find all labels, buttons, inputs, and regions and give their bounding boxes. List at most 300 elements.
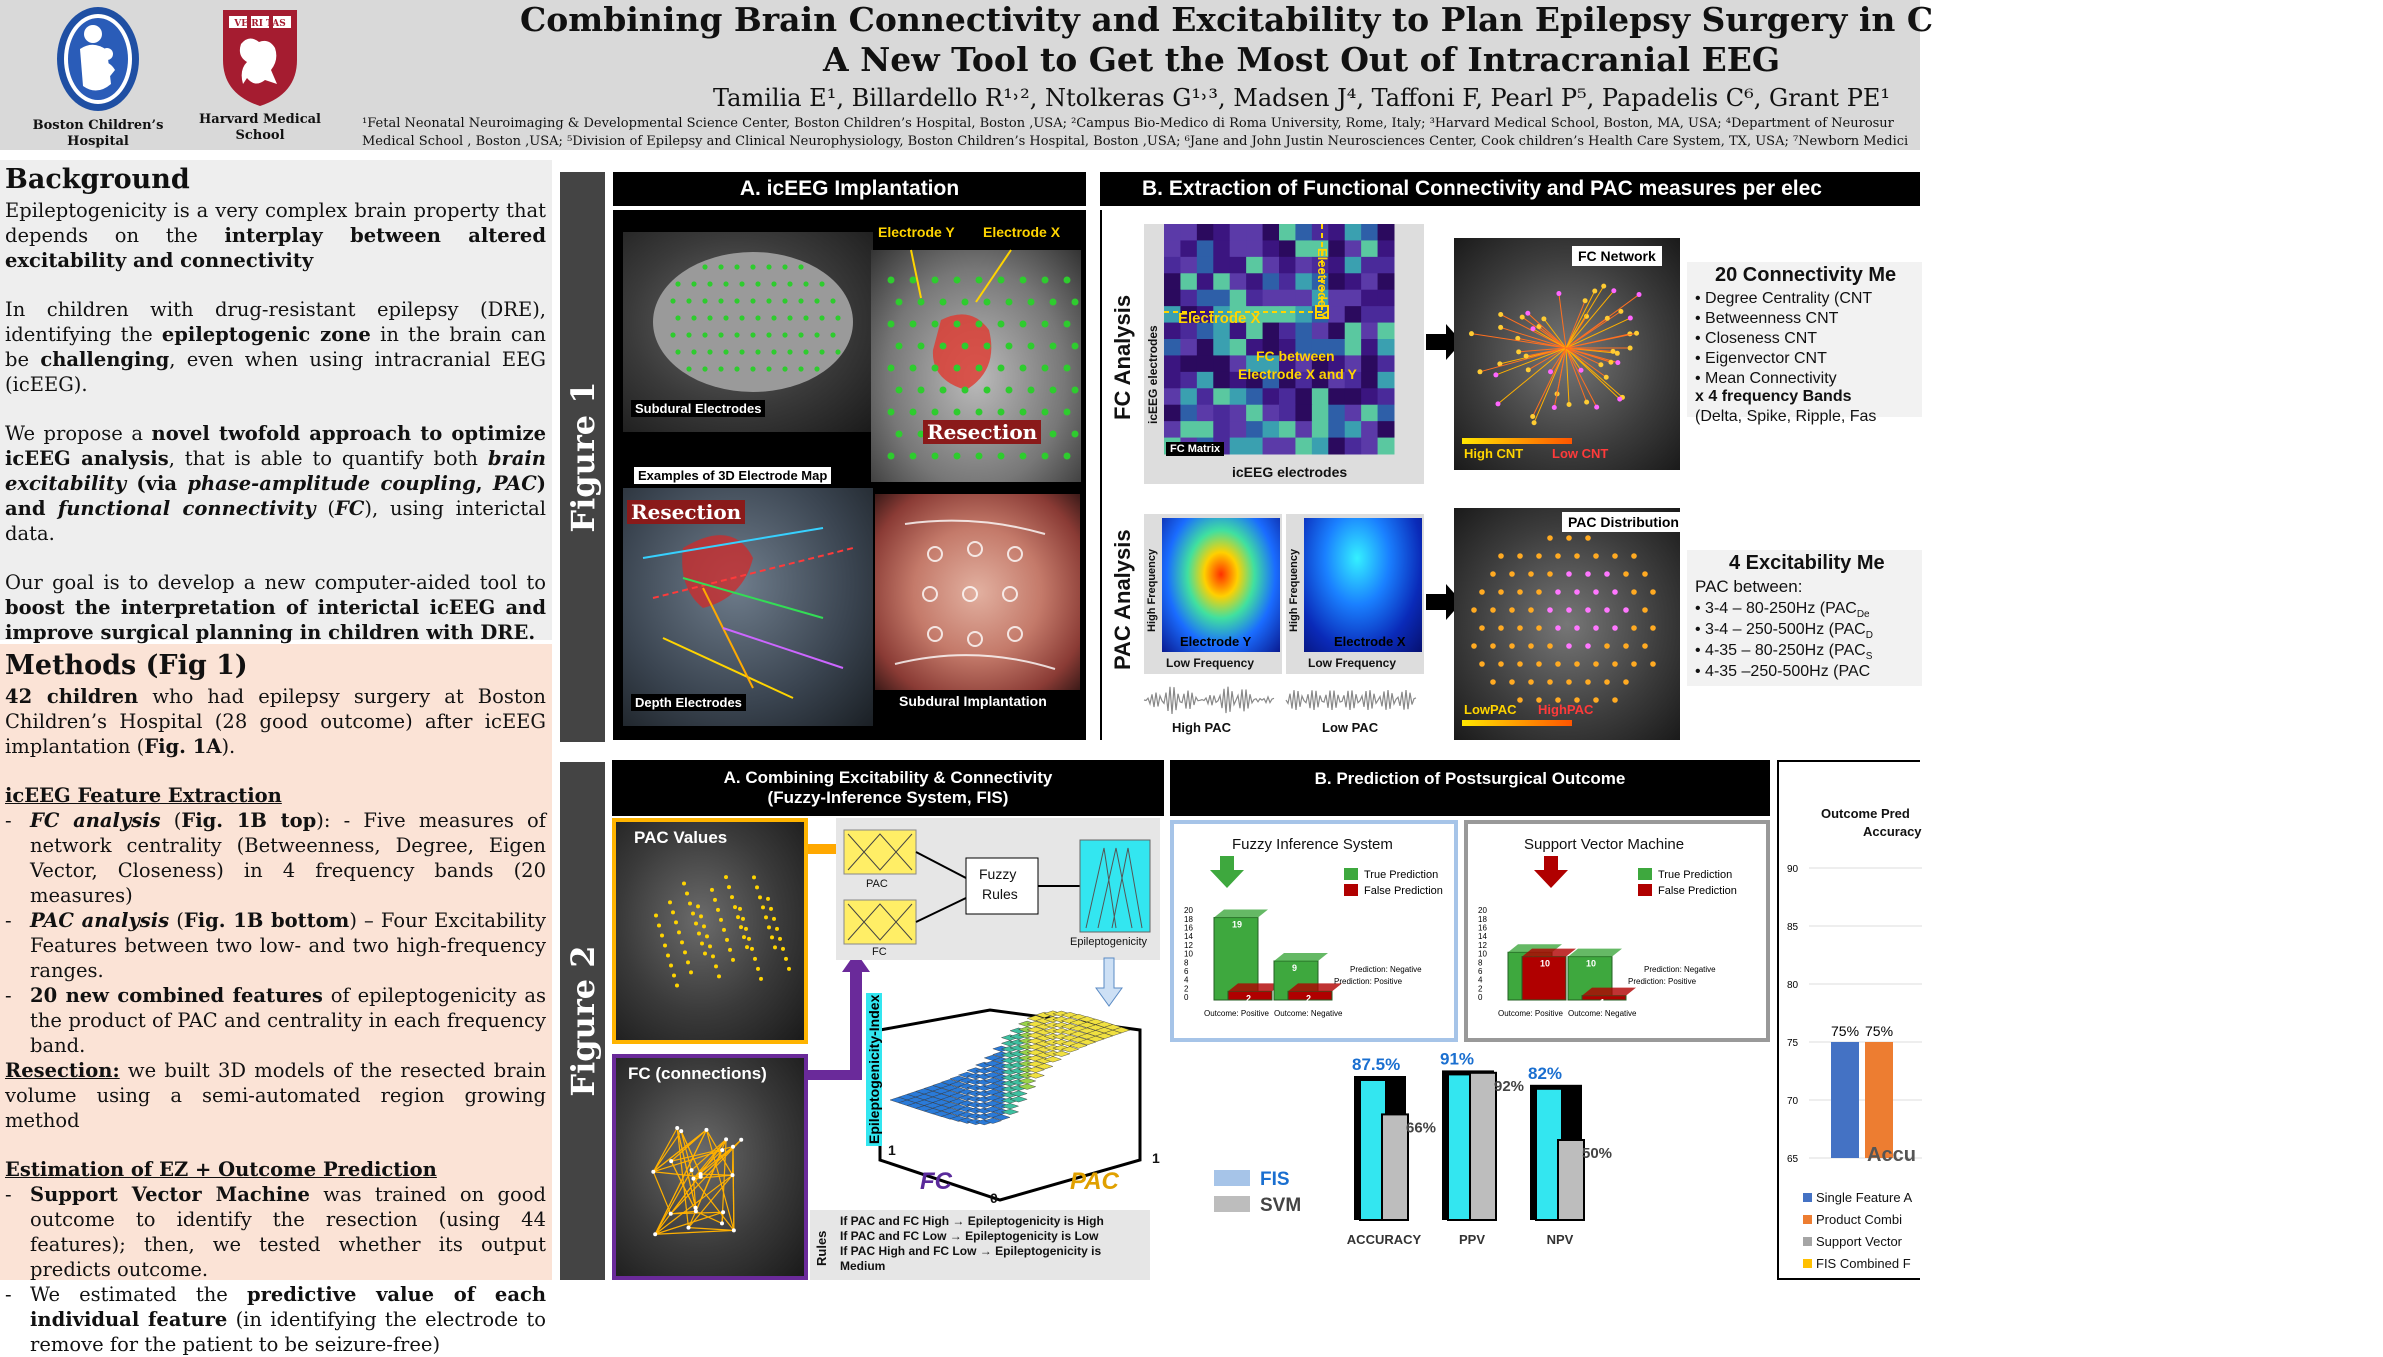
fc-matrix-cell	[1295, 224, 1312, 241]
accu-label: Accu	[1867, 1144, 1916, 1167]
icEEG-electrodes-vertical: icEEG electrodes	[1146, 325, 1160, 424]
fc-matrix-cell	[1246, 257, 1263, 274]
pac-values-image	[612, 818, 808, 1044]
electrode-dot	[782, 264, 787, 269]
pac-dot	[1536, 589, 1542, 595]
pac-value-dot	[680, 940, 684, 944]
electrode-dot	[1064, 409, 1071, 416]
electrode-y-label: Electrode Y	[878, 224, 955, 240]
fig2-panel-a-title	[612, 760, 1164, 816]
fc-network-node	[1605, 316, 1610, 321]
rule-item: Medium	[840, 1259, 885, 1273]
high-frequency-label-x: High Frequency	[1288, 549, 1300, 632]
pac-value-dot	[753, 957, 757, 961]
acc-bar-product	[1865, 1042, 1893, 1158]
electrode-dot	[670, 298, 675, 303]
y-tick: 20	[1478, 906, 1487, 915]
acc-legend-item: Single Feature A	[1803, 1190, 1912, 1205]
fc-matrix-cell	[1213, 405, 1230, 422]
electrode-dot	[976, 365, 983, 372]
excitability-measures-box	[1687, 550, 1922, 686]
bar-fis-label: 91%	[1440, 1049, 1474, 1068]
pac-dot	[1509, 571, 1515, 577]
fc-matrix-cell	[1197, 273, 1214, 290]
fc-connection-node	[720, 1221, 724, 1225]
pac-dot	[1566, 535, 1572, 541]
fc-network-node	[1567, 402, 1572, 407]
fc-connection-node	[730, 1173, 734, 1177]
acc-legend-item: Support Vector	[1803, 1234, 1902, 1249]
fc-network-node	[1634, 331, 1639, 336]
y-tick: 16	[1184, 924, 1193, 933]
rules-label: Rules	[814, 1231, 829, 1266]
pac-heatmap-y	[1162, 518, 1280, 652]
fc-matrix-cell	[1295, 240, 1312, 257]
y-tick: 4	[1478, 976, 1483, 985]
electrode-dot	[723, 315, 728, 320]
fc-network-node	[1628, 316, 1633, 321]
rules-box	[810, 1210, 1150, 1280]
electrode-dot	[888, 321, 895, 328]
fc-between: FC between	[1256, 348, 1335, 364]
fc-matrix-cell	[1328, 306, 1345, 323]
legend-svm-text: SVM	[1260, 1195, 1301, 1216]
pac-dot	[1604, 679, 1610, 685]
electrode-dot	[1020, 409, 1027, 416]
pac-values-label: PAC Values	[634, 828, 727, 848]
pac-value-dot	[675, 983, 679, 987]
electrode-dot	[932, 453, 939, 460]
pac-dot	[1566, 607, 1572, 613]
fc-matrix-cell	[1328, 273, 1345, 290]
bar-true-negative-top	[1274, 953, 1328, 961]
y-tick: 0	[1184, 993, 1189, 1002]
background-title: Background	[5, 164, 546, 196]
fc-matrix-cell	[1295, 438, 1312, 455]
electrode-dot	[1042, 409, 1049, 416]
pac-dot	[1528, 571, 1534, 577]
pac-dot	[1509, 643, 1515, 649]
fc-matrix-cell	[1164, 388, 1181, 405]
pac-value-dot	[728, 948, 732, 952]
y-tick: 10	[1184, 950, 1193, 959]
poster-header	[0, 0, 1920, 150]
legend-false-text: False Prediction	[1658, 885, 1737, 897]
pac-dot	[1574, 553, 1580, 559]
legend-fis-text: FIS	[1260, 1169, 1290, 1190]
electrode-dot	[766, 332, 771, 337]
electrode-dot	[1050, 343, 1057, 350]
pac-dot	[1517, 661, 1523, 667]
pac-dot	[1490, 643, 1496, 649]
fc-network-node	[1516, 349, 1521, 354]
pac-value-dot	[686, 960, 690, 964]
subdural-implantation-label: Subdural Implantation	[899, 693, 1047, 709]
pac-value-dot	[764, 915, 768, 919]
fc-matrix-cell	[1197, 224, 1214, 241]
electrode-dot	[803, 315, 808, 320]
category-label: NPV	[1547, 1232, 1574, 1247]
electrode-dot	[739, 281, 744, 286]
fc-connection-node	[651, 1170, 655, 1174]
fc-connections-label: FC (connections)	[628, 1064, 767, 1084]
electrode-dot	[771, 281, 776, 286]
zoomed-grid-render	[871, 250, 1081, 482]
bar-svm-label: 66%	[1406, 1119, 1436, 1136]
legend-false-swatch	[1638, 884, 1652, 896]
fc-network-node	[1617, 397, 1622, 402]
electrode-dot	[888, 365, 895, 372]
electrode-dot	[707, 281, 712, 286]
fc-matrix-cell	[1279, 240, 1296, 257]
electrode-dot	[739, 315, 744, 320]
fc-matrix-cell	[1230, 273, 1247, 290]
fc-matrix-cell	[1263, 257, 1280, 274]
high-cnt-label: High CNT	[1464, 446, 1523, 461]
electrode-dot	[984, 299, 991, 306]
high-pac-bar-label: HighPAC	[1538, 702, 1593, 717]
pac-dot	[1574, 661, 1580, 667]
fc-connection-node	[699, 1175, 703, 1179]
y-tick: 8	[1184, 958, 1189, 967]
fc-matrix-cell	[1378, 339, 1395, 356]
electrode-dot	[702, 298, 707, 303]
fig2-panel-a-title-line1: A. Combining Excitability & Connectivity	[612, 768, 1164, 788]
pac-electrode-x: Electrode X	[1334, 634, 1406, 649]
electrode-dot	[675, 349, 680, 354]
electrode-dot	[835, 349, 840, 354]
fc-connection-node	[653, 1232, 657, 1236]
electrode-dot	[918, 387, 925, 394]
pac-dot	[1631, 589, 1637, 595]
fc-matrix-cell	[1246, 421, 1263, 438]
pac-value-dot	[752, 875, 756, 879]
pac-dot	[1612, 553, 1618, 559]
rule-item: If PAC High and FC Low → Epileptogenicity is	[840, 1244, 1101, 1258]
fc-matrix-cell	[1180, 339, 1197, 356]
electrode-dot	[1064, 321, 1071, 328]
electrode-dot	[734, 264, 739, 269]
acc-y-tick: 75	[1787, 1038, 1799, 1049]
pac-distribution-label: PAC Distribution	[1562, 512, 1685, 532]
fc-matrix-cell	[1197, 372, 1214, 389]
low-pac-wave	[1286, 690, 1416, 710]
electrode-dot	[686, 298, 691, 303]
fc-matrix-cell	[1295, 405, 1312, 422]
figure1-label: Figure 1	[564, 381, 602, 532]
poster-title-line1: Combining Brain Connectivity and Excitability to Plan Epilepsy Surgery in C	[520, 0, 2080, 39]
y-tick: 4	[1184, 976, 1189, 985]
bch-logo-text: Boston Children’s Hospital	[18, 118, 178, 150]
outcome-negative-text: Outcome: Negative	[1274, 1009, 1343, 1018]
pac-dot	[1528, 643, 1534, 649]
subdural-electrodes-label: Subdural Electrodes	[631, 400, 765, 417]
fc-connection-node	[739, 1138, 743, 1142]
pac-dot	[1585, 607, 1591, 613]
left-column	[0, 160, 552, 1280]
electrode-dot	[1064, 365, 1071, 372]
pac-colorbar	[1462, 720, 1572, 726]
prediction-negative-text: Prediction: Negative	[1350, 965, 1422, 974]
pac-panel-x	[1286, 514, 1424, 674]
electrode-dot	[1050, 431, 1057, 438]
depth-electrodes-label: Depth Electrodes	[631, 694, 746, 711]
pac-dot	[1593, 553, 1599, 559]
fc-connection-node	[669, 1212, 673, 1216]
pac-dot	[1623, 607, 1629, 613]
pac-value-dot	[769, 907, 773, 911]
fc-matrix-cell	[1345, 405, 1362, 422]
pac-value-dot	[742, 935, 746, 939]
fc-matrix-cell	[1361, 339, 1378, 356]
fc-analysis-label: FC Analysis	[1110, 295, 1136, 420]
fc-matrix-cell	[1263, 273, 1280, 290]
pac-analysis-label: PAC Analysis	[1110, 529, 1136, 670]
fc-matrix-cell	[1246, 388, 1263, 405]
fc-matrix-cell	[1197, 257, 1214, 274]
methods-title: Methods (Fig 1)	[5, 650, 546, 682]
affiliations-line2: Medical School , Boston ,USA; ⁵Division of Epilepsy and Clinical Neurophysiology, Boston Children’s Hospital, Boston ,USA; ⁶Jane and John Justin Neurosciences Center, Cook children’s Health Care System, TX, USA; ⁷Newborn Medici	[362, 134, 1908, 149]
connectivity-item: • Betweenness CNT	[1695, 308, 1838, 330]
background-para-2: In children with drug-resistant epilepsy (DRE), identifying the epileptogenic zone in the brain can be challenging, even when using intracranial EEG (icEEG).	[5, 297, 546, 397]
pac-value-dot	[778, 937, 782, 941]
pac-value-dot	[702, 924, 706, 928]
fc-matrix-cell	[1263, 306, 1280, 323]
fc-network-node	[1611, 349, 1616, 354]
electrode-dot	[755, 349, 760, 354]
fc-matrix-cell	[1263, 388, 1280, 405]
acc-legend-item: Product Combi	[1803, 1212, 1902, 1227]
pac-value-dot	[724, 875, 728, 879]
pac-dot	[1631, 661, 1637, 667]
bar-fis-label: 82%	[1528, 1064, 1562, 1083]
low-pac-label: Low PAC	[1322, 720, 1378, 735]
fc-connection-node	[694, 1206, 698, 1210]
electrode-dot	[998, 409, 1005, 416]
electrode-dot	[830, 332, 835, 337]
fig1-panel-a	[613, 210, 1086, 740]
fc-matrix-cell	[1246, 224, 1263, 241]
electrode-dot	[1042, 453, 1049, 460]
electrode-x-label: Electrode X	[983, 224, 1060, 240]
surface-axis-one-right: 1	[1152, 1150, 1160, 1166]
legend-true-swatch	[1344, 868, 1358, 880]
electrode-dot	[734, 332, 739, 337]
fc-network-node	[1615, 360, 1620, 365]
fc-matrix-cell	[1279, 306, 1296, 323]
acc-legend-swatch	[1803, 1215, 1812, 1224]
pac-dot	[1566, 571, 1572, 577]
fc-network-node	[1493, 372, 1498, 377]
fc-connection-node	[669, 1159, 673, 1163]
pac-dot	[1547, 571, 1553, 577]
fc-matrix-cell	[1279, 438, 1296, 455]
electrode-dot	[910, 365, 917, 372]
y-tick: 6	[1478, 967, 1483, 976]
fc-matrix-cell	[1361, 224, 1378, 241]
pac-dot	[1555, 625, 1561, 631]
fc-matrix-frame	[1144, 224, 1424, 484]
pac-dot	[1471, 643, 1477, 649]
electrode-dot	[787, 281, 792, 286]
pac-value-dot	[730, 895, 734, 899]
electrode-dot	[750, 332, 755, 337]
low-frequency-label-y: Low Frequency	[1166, 656, 1254, 670]
surface-fc-axis: FC	[920, 1168, 952, 1196]
fc-network-node	[1524, 354, 1529, 359]
pac-value-dot	[682, 881, 686, 885]
excitability-title: 4 Excitability Me	[1729, 552, 1885, 575]
pac-value-dot	[767, 925, 771, 929]
fc-matrix-cell	[1197, 388, 1214, 405]
cnt-colorbar	[1462, 438, 1572, 444]
fc-matrix-cell	[1197, 240, 1214, 257]
electrode-dot	[976, 453, 983, 460]
accuracy-chart-svg	[1779, 862, 1922, 1242]
fc-network-node	[1611, 288, 1616, 293]
estimation-subtitle: Estimation of EZ + Outcome Prediction	[5, 1157, 546, 1182]
electrode-dot	[718, 332, 723, 337]
pac-dot	[1479, 589, 1485, 595]
pac-value-dot	[688, 901, 692, 905]
fc-matrix-cell	[1361, 257, 1378, 274]
fc-electrode-x-and-y: Electrode X and Y	[1238, 366, 1357, 382]
pac-dot	[1604, 571, 1610, 577]
pac-value-dot	[773, 945, 777, 949]
boston-childrens-logo	[18, 4, 178, 150]
fc-matrix-cell	[1345, 438, 1362, 455]
fc-network-image	[1454, 238, 1680, 470]
fuzzy-system-diagram	[836, 818, 1160, 960]
electrode-dot	[686, 332, 691, 337]
affiliations-line1: ¹Fetal Neonatal Neuroimaging & Developmental Science Center, Boston Children’s Hospital, Boston ,USA; ²Campus Bio-Medico di Roma University, Rome, Italy; ³Harvard Medical School, Boston, MA, USA; ⁴Department of Neurosur	[362, 116, 1894, 131]
pac-dot	[1566, 679, 1572, 685]
fc-network-edge	[1566, 348, 1569, 404]
electrode-dot	[940, 387, 947, 394]
pac-dot	[1623, 643, 1629, 649]
pac-dot	[1585, 535, 1591, 541]
fc-matrix-cell	[1213, 290, 1230, 307]
electrode-dot	[819, 349, 824, 354]
bullet-fc-analysis: - FC analysis (Fig. 1B top): - Five measures of network centrality (Betweenness, Degree, Eigen Vector, Closeness) in 4 frequency bands (20 measures)	[5, 808, 546, 908]
harvard-logo	[185, 4, 335, 144]
fc-matrix-cell	[1378, 405, 1395, 422]
pac-panel-y	[1144, 514, 1282, 674]
fc-matrix-cell	[1312, 224, 1329, 241]
fc-matrix-cell	[1213, 372, 1230, 389]
fc-matrix-cell	[1378, 355, 1395, 372]
pac-dot	[1547, 679, 1553, 685]
legend-true-text: True Prediction	[1364, 869, 1438, 881]
bar-svm	[1382, 1114, 1408, 1220]
fc-matrix-cell	[1246, 438, 1263, 455]
pac-value-dot	[666, 953, 670, 957]
fc-network-render	[1454, 238, 1680, 470]
fc-matrix-cell	[1230, 257, 1247, 274]
electrode-dot	[940, 299, 947, 306]
fc-matrix-cell	[1180, 273, 1197, 290]
electrode-dot	[954, 277, 961, 284]
electrode-dot	[707, 315, 712, 320]
electrode-dot	[1072, 387, 1079, 394]
svm-title: Support Vector Machine	[1524, 836, 1684, 853]
bullet-pac-analysis: - PAC analysis (Fig. 1B bottom) – Four Excitability Features between two low- and two high-frequency ranges.	[5, 908, 546, 983]
pac-value-dot	[669, 963, 673, 967]
surgery-photo-render	[875, 494, 1080, 690]
electrode-dot	[1064, 453, 1071, 460]
electrode-dot	[910, 409, 917, 416]
fc-matrix-cell	[1361, 355, 1378, 372]
pac-value-dot	[717, 974, 721, 978]
electrode-dot	[814, 298, 819, 303]
fc-network-edge	[1566, 348, 1597, 407]
acc-legend-item: FIS Combined F	[1803, 1256, 1911, 1271]
pac-value-dot	[694, 921, 698, 925]
pac-value-dot	[772, 917, 776, 921]
acc-y-tick: 90	[1787, 864, 1799, 875]
y-tick: 14	[1184, 932, 1193, 941]
pac-dot	[1585, 571, 1591, 577]
fc-matrix-cell	[1246, 405, 1263, 422]
y-tick: 8	[1478, 958, 1483, 967]
pac-value-dot	[750, 947, 754, 951]
pac-value-dot	[689, 970, 693, 974]
fc-matrix-cell	[1263, 405, 1280, 422]
y-tick: 6	[1184, 967, 1189, 976]
pac-value-dot	[758, 895, 762, 899]
fc-matrix-cell	[1213, 224, 1230, 241]
fig1-panel-a-title: A. icEEG Implantation	[613, 172, 1086, 206]
icEEG-electrodes-horizontal: icEEG electrodes	[1232, 464, 1347, 480]
pac-dot	[1528, 679, 1534, 685]
fc-matrix-cell	[1361, 372, 1378, 389]
electrode-dot	[739, 349, 744, 354]
pac-value-dot	[671, 910, 675, 914]
pac-dot	[1604, 607, 1610, 613]
pac-item: • 3-4 – 250-500Hz ($PAC_D$	[1695, 619, 1873, 647]
electrode-dot	[723, 349, 728, 354]
electrode-dot	[1072, 431, 1079, 438]
bar-true-negative-top	[1568, 949, 1622, 957]
electrode-dot	[1006, 299, 1013, 306]
fc-connection-edge	[693, 1179, 733, 1231]
fc-matrix-cell	[1312, 388, 1329, 405]
pac-dot	[1631, 625, 1637, 631]
fc-matrix-cell	[1312, 323, 1329, 340]
fc-network-edge	[1496, 348, 1566, 375]
electrode-dot	[940, 343, 947, 350]
pac-value-dot	[745, 945, 749, 949]
y-tick: 14	[1478, 932, 1487, 941]
bch-emblem-icon	[55, 4, 141, 114]
pac-value-dot	[713, 898, 717, 902]
outcome-bar-chart-svg	[1200, 1040, 1620, 1280]
electrode-dot	[755, 281, 760, 286]
pac-dot	[1517, 625, 1523, 631]
fc-network-node	[1541, 316, 1546, 321]
fc-matrix-cell	[1230, 290, 1247, 307]
fc-matrix-cell	[1378, 224, 1395, 241]
electrode-dot	[1020, 365, 1027, 372]
pac-value-dot	[710, 888, 714, 892]
pac-value-dot	[787, 967, 791, 971]
electrode-dot	[691, 281, 696, 286]
high-frequency-label-y: High Frequency	[1146, 549, 1158, 632]
electrode-dot	[782, 366, 787, 371]
electrode-dot	[702, 366, 707, 371]
fc-connection-edge	[688, 1228, 733, 1231]
fc-connection-node	[675, 1126, 679, 1130]
